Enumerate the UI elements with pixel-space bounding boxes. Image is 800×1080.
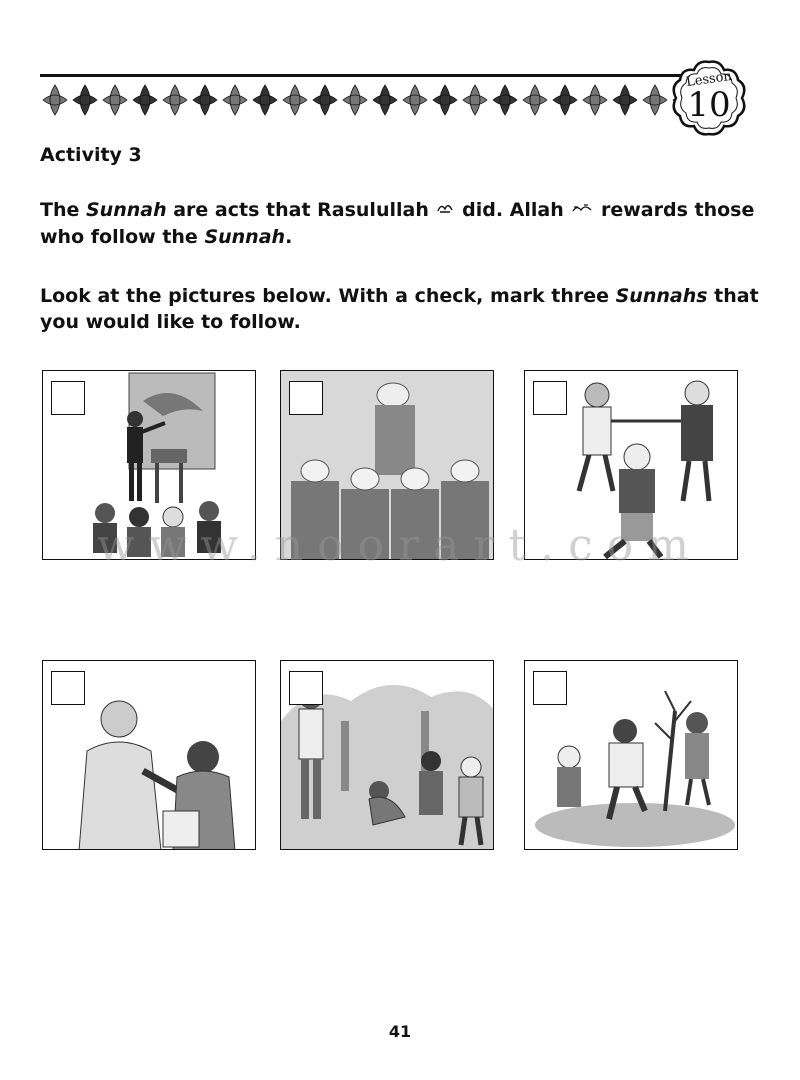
- checkbox-panel-4[interactable]: [51, 671, 85, 705]
- para1-sunnah-term-1: Sunnah: [86, 199, 167, 221]
- lesson-number: 10: [687, 85, 731, 125]
- para2-text-2: that you would like to follow.: [40, 285, 759, 333]
- subhanahu-calligraphy-icon: [572, 198, 592, 224]
- panel-giving-gift-to-student: [42, 660, 256, 850]
- checkbox-panel-5[interactable]: [289, 671, 323, 705]
- para1-text-3: did. Allah: [455, 199, 564, 221]
- para1-text-5: .: [285, 225, 293, 248]
- para1-text-4: rewards those who follow the: [40, 199, 755, 248]
- activity-title: Activity 3: [40, 144, 142, 166]
- para2-text-1: Look at the pictures below. With a check, mark three: [40, 285, 616, 307]
- salawat-calligraphy-icon: [437, 198, 453, 224]
- page-number: 41: [388, 1022, 412, 1041]
- checkbox-panel-2[interactable]: [289, 381, 323, 415]
- checkbox-panel-6[interactable]: [533, 671, 567, 705]
- arabesque-pattern-icon: [40, 77, 700, 123]
- panel-planting-a-tree: [524, 660, 738, 850]
- para1-text-1: The: [40, 199, 86, 221]
- para1-text-2: are acts that Rasulullah: [166, 199, 429, 221]
- para1-sunnah-term-2: Sunnah: [204, 225, 286, 248]
- para2-sunnahs-term: Sunnahs: [615, 285, 708, 307]
- lesson-label: Lesson: [685, 68, 733, 91]
- checkbox-panel-1[interactable]: [51, 381, 85, 415]
- checkbox-panel-3[interactable]: [533, 381, 567, 415]
- watermark: www.noorart.com: [97, 520, 703, 571]
- panel-picking-up-litter: [280, 660, 494, 850]
- decorative-banner: [40, 74, 700, 120]
- instruction-paragraph-1: [40, 197, 760, 250]
- lesson-badge: [668, 58, 750, 138]
- instruction-paragraph-2: [40, 283, 760, 335]
